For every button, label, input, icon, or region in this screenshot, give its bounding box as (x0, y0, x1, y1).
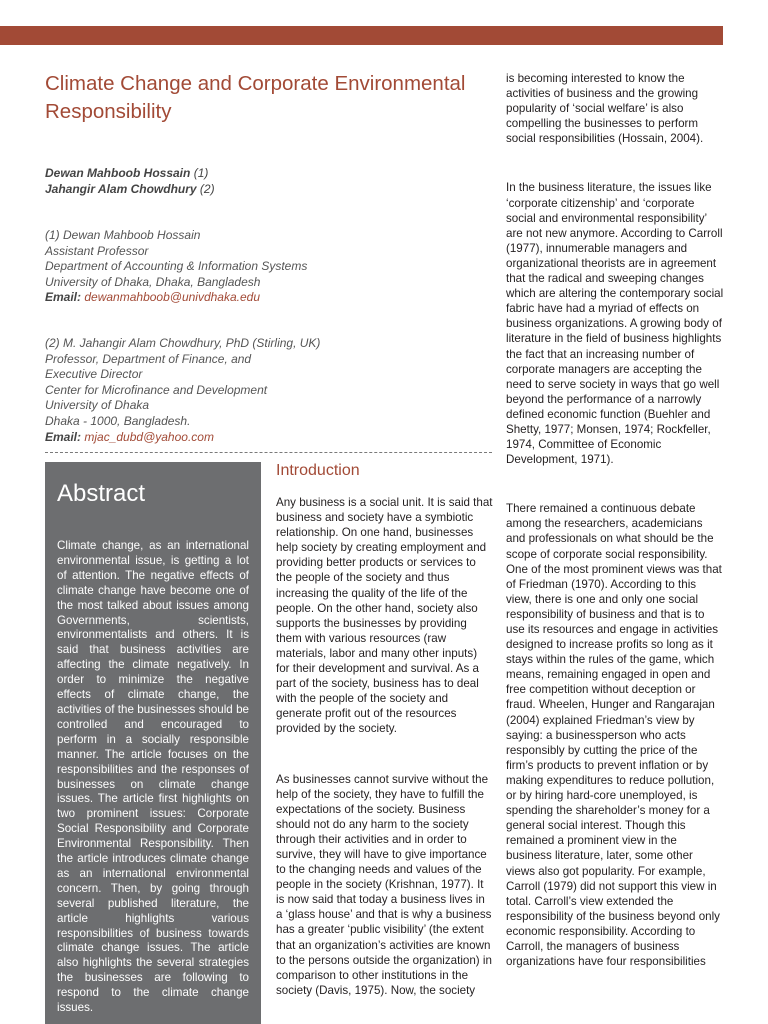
author-ref: (2) (196, 182, 215, 196)
author-2 (45, 181, 485, 197)
header-bar (0, 26, 723, 45)
affiliation-line: University of Dhaka, Dhaka, Bangladesh (45, 274, 261, 289)
affiliation-line: Center for Microfinance and Development (45, 382, 268, 397)
author-list (45, 165, 485, 197)
author-name: Dewan Mahboob Hossain (45, 166, 191, 180)
affiliation-line: Dhaka - 1000, Bangladesh. (45, 413, 191, 428)
author-name: Jahangir Alam Chowdhury (45, 182, 197, 196)
abstract-heading: Abstract (57, 480, 146, 507)
email-link[interactable]: mjac_dubd@yahoo.com (84, 429, 214, 444)
affiliation-line: Assistant Professor (45, 243, 149, 258)
right-column (506, 71, 724, 969)
affiliation-line: (2) M. Jahangir Alam Chowdhury, PhD (Stirling, UK) (45, 336, 321, 350)
email-label: Email: (45, 429, 82, 444)
affiliation-line: Department of Accounting & Information Systems (45, 259, 308, 274)
affiliation-line: (1) Dewan Mahboob Hossain (45, 228, 201, 242)
abstract-box (45, 462, 261, 1024)
body-paragraph: As businesses cannot survive without the help of the society, they have to fulfill the expectations of the society. Business should not do any harm to the society through their activities and in order to survive, they will have to give importance to the changing needs and values of the people in the society (Krishnan, 1977). It is now said that today a business lives in a ‘glass house’ and that is why a business has a greater ‘public visibility’ (the extent that an organization’s activities are known to the persons outside the organization) in comparison to other institutions in the society (Davis, 1975). Now, the society (276, 772, 492, 997)
affiliation-email-row (45, 430, 495, 446)
affiliation-line: University of Dhaka (45, 398, 150, 413)
affiliation-2 (45, 336, 495, 445)
dashed-divider (45, 452, 492, 453)
affiliation-line: Professor, Department of Finance, and (45, 351, 252, 366)
introduction-heading: Introduction (276, 462, 360, 479)
affiliation-1 (45, 228, 495, 306)
email-link[interactable]: dewanmahboob@univdhaka.edu (84, 290, 261, 305)
body-paragraph: Any business is a social unit. It is said that business and society have a symbiotic relationship. On one hand, businesses help society by creating employment and providing better products or services to the people of the society and thus increasing the quality of the life of the people. On the other hand, society also supports the businesses by providing them with various resources (raw materials, labor and many other inputs) for their development and survival. As a part of the society, business has to deal with the people of the society and generate profit out of the resources provided by the society. (276, 496, 493, 736)
affiliation-email-row (45, 290, 495, 306)
body-paragraph: In the business literature, the issues like ‘corporate citizenship’ and ‘corporate social and environmental responsibility’ are not new anymore. According to Carroll (1977), innumerable managers and organizational theorists are in agreement that the radical and sweeping changes which are altering the contemporary social fabric have had a myriad of effects on business organizations. A growing body of literature in the field of business highlights the fact that an increasing number of corporate managers are accepting the need to serve society in ways that go well beyond the performance of a narrowly defined economic function (Buehler and Shetty, 1977; Monsen, 1974; Rockfeller, 1974, Committee of Economic Development, 1971). (506, 181, 724, 467)
abstract-text: Climate change, as an international environmental issue, is getting a lot of attention. The negative effects of climate change have become one of the most talked about issues among Governments, scientists, environmentalists and others. It is said that business activities are affecting the climate negatively. In order to minimize the negative effects of climate change, the activities of the businesses should be controlled and encouraged to perform in a socially responsible manner. The article focuses on the responsibilities and the responses of businesses on climate change issues. The article first highlights on two prominent issues: Corporate Social Responsibility and Corporate Environmental Responsibility. Then the article introduces climate change as an international environmental concern. Then, by going through several published literature, the article highlights various responsibilities of business towards climate change issues. The article also highlights the several strategies the businesses are following to respond to the climate change issues. (57, 539, 249, 1015)
affiliation-line: Executive Director (45, 367, 143, 382)
author-ref: (1) (190, 166, 209, 180)
article-title: Climate Change and Corporate Environmental Responsibility (45, 72, 466, 123)
body-paragraph: is becoming interested to know the activities of business and the growing popularity of ‘social welfare’ is also compelling the businesses to perform social responsibilities (Hossain, 2004). (506, 72, 704, 146)
body-paragraph: There remained a continuous debate among the researchers, academicians and professionals on what should be the scope of corporate social responsibility. One of the most prominent views was that of Friedman (1970). According to this view, there is one and only one social responsibility of business and that is to use its resources and engage in activities designed to increase profits so long as it stays within the rules of the game, which means, remaining engaged in open and free competition without deception or fraud. Wheelen, Hunger and Rangarajan (2004) explained Friedman’s view by saying: a businessperson who acts responsibly by cutting the price of the firm’s products to prevent inflation or by making expenditures to reduce pollution, or by hiring hard-core unemployed, is spending the shareholder’s money for a general social interest. Though this remained a prominent view in the business literature, later, some other views also got popularity. For example, Carroll (1979) did not support this view in total. Carroll’s view extended the responsibility of the business beyond only economic responsibility. According to Carroll, the managers of business organizations have four responsibilities (506, 502, 722, 969)
introduction-column (276, 460, 493, 998)
author-1 (45, 165, 485, 181)
email-label: Email: (45, 290, 82, 305)
